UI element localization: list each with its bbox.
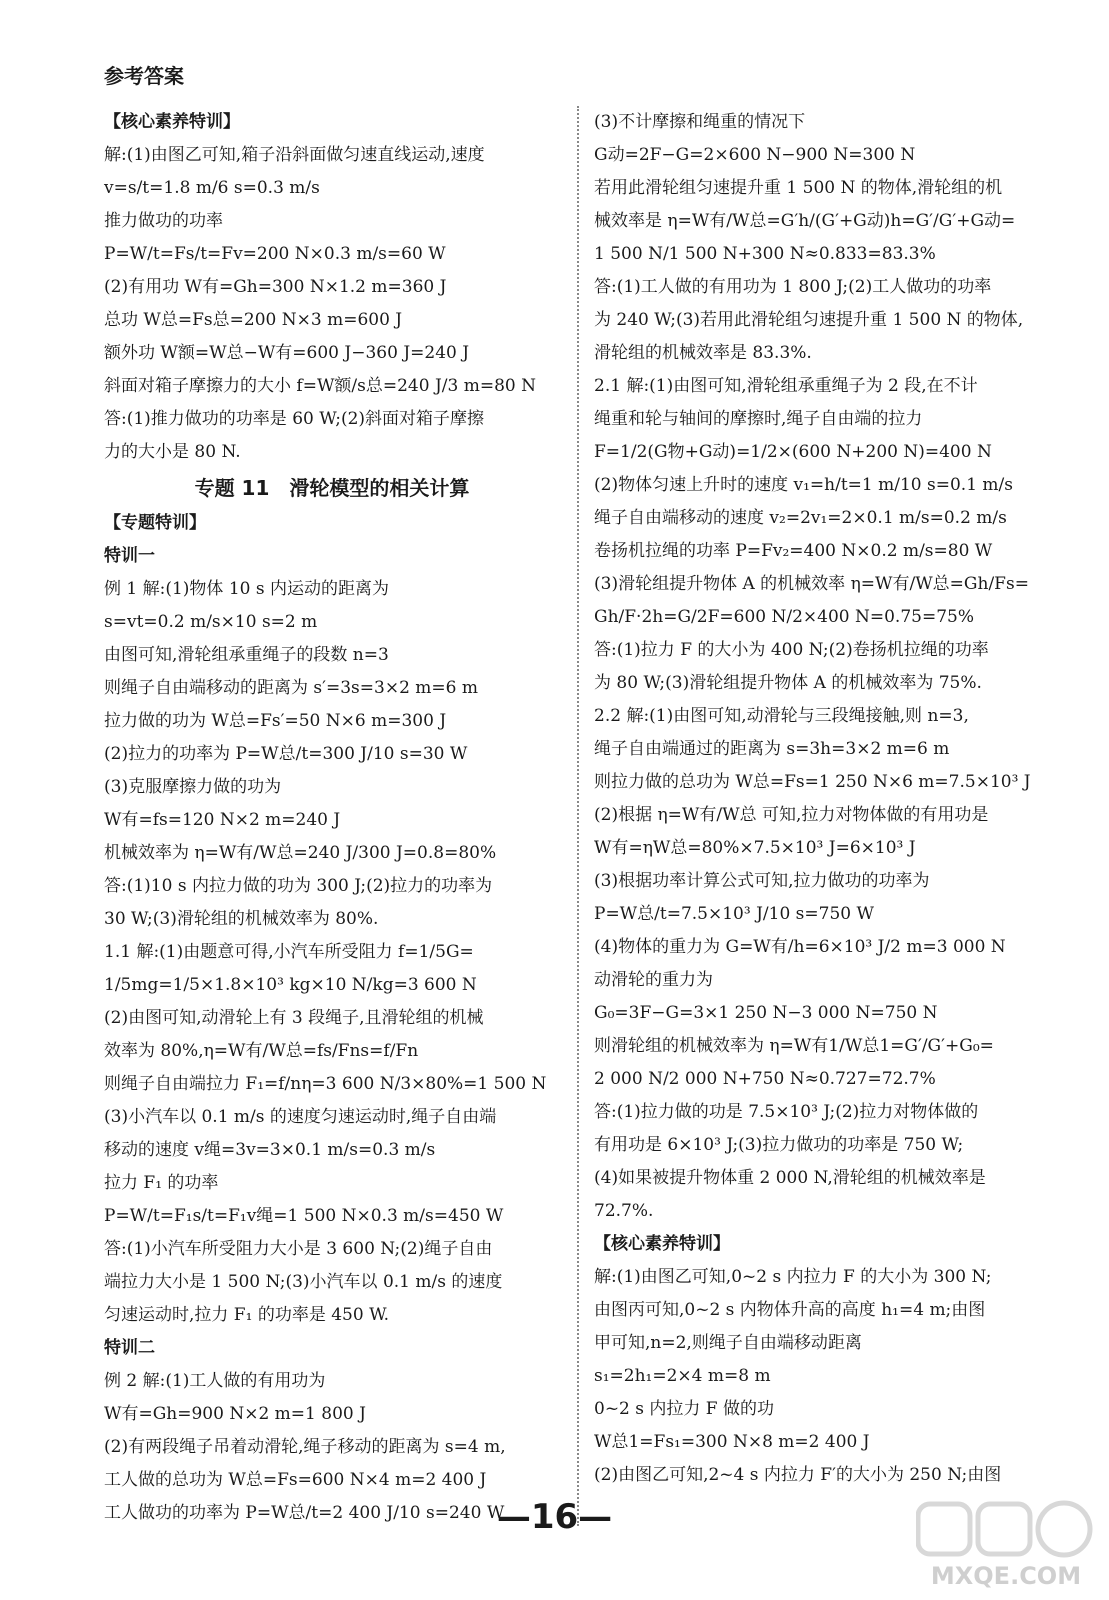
left-line: 拉力 F₁ 的功率 [104,1173,219,1193]
left-column [104,106,560,1530]
watermark-url: MXQE.COM [930,1562,1082,1590]
right-line: 72.7%. [594,1201,654,1221]
right-line: (2)根据 η=W有/W总 可知,拉力对物体做的有用功是 [594,805,989,825]
left-line: 斜面对箱子摩擦力的大小 f=W额/s总=240 J/3 m=80 N [104,376,536,396]
right-line: (3)根据功率计算公式可知,拉力做功的功率为 [594,871,930,891]
right-line: G₀=3F−G=3×1 250 N−3 000 N=750 N [594,1003,938,1023]
right-line: 为 80 W;(3)滑轮组提升物体 A 的机械效率为 75%. [594,673,982,693]
right-line: (3)不计摩擦和绳重的情况下 [594,112,806,132]
right-line: W总1=Fs₁=300 N×8 m=2 400 J [594,1432,870,1452]
left-line: 解:(1)由图乙可知,箱子沿斜面做匀速直线运动,速度 [104,145,485,165]
column-divider [577,106,579,1526]
right-line: (2)物体匀速上升时的速度 v₁=h/t=1 m/10 s=0.1 m/s [594,475,1013,495]
left-line: 由图可知,滑轮组承重绳子的段数 n=3 [104,645,389,665]
left-line: (2)由图可知,动滑轮上有 3 段绳子,且滑轮组的机械 [104,1008,484,1028]
left-line: 端拉力大小是 1 500 N;(3)小汽车以 0.1 m/s 的速度 [104,1272,503,1292]
right-line: G动=2F−G=2×600 N−900 N=300 N [594,145,916,165]
right-line: 【核心素养特训】 [594,1234,730,1254]
left-line: 移动的速度 v绳=3v=3×0.1 m/s=0.3 m/s [104,1140,436,1160]
right-line: 则拉力做的总功为 W总=Fs=1 250 N×6 m=7.5×10³ J [594,772,1031,792]
left-line: 工人做的总功为 W总=Fs=600 N×4 m=2 400 J [104,1470,487,1490]
left-line: s=vt=0.2 m/s×10 s=2 m [104,612,318,632]
left-line: 30 W;(3)滑轮组的机械效率为 80%. [104,909,379,929]
left-line: (2)拉力的功率为 P=W总/t=300 J/10 s=30 W [104,744,468,764]
right-line: 绳子自由端通过的距离为 s=3h=3×2 m=6 m [594,739,950,759]
right-line: (4)物体的重力为 G=W有/h=6×10³ J/2 m=3 000 N [594,937,1006,957]
right-line: 解:(1)由图乙可知,0~2 s 内拉力 F 的大小为 300 N; [594,1267,992,1287]
left-line: 则绳子自由端移动的距离为 s′=3s=3×2 m=6 m [104,678,478,698]
page-header: 参考答案 [104,64,184,88]
left-line: 【专题特训】 [104,513,206,533]
left-line: 推力做功的功率 [104,211,223,231]
left-line: (2)有两段绳子吊着动滑轮,绳子移动的距离为 s=4 m, [104,1437,506,1457]
left-line: 1/5mg=1/5×1.8×10³ kg×10 N/kg=3 600 N [104,975,477,995]
right-line: 滑轮组的机械效率是 83.3%. [594,343,812,363]
right-line: 0~2 s 内拉力 F 做的功 [594,1399,775,1419]
right-line: 绳子自由端移动的速度 v₂=2v₁=2×0.1 m/s=0.2 m/s [594,508,1007,528]
left-line: P=W/t=Fs/t=Fv=200 N×0.3 m/s=60 W [104,244,446,264]
left-line: (2)有用功 W有=Gh=300 N×1.2 m=360 J [104,277,447,297]
right-line: 答:(1)工人做的有用功为 1 800 J;(2)工人做功的功率 [594,277,992,297]
left-line: W有=fs=120 N×2 m=240 J [104,810,341,830]
right-line: Gh/F·2h=G/2F=600 N/2×400 N=0.75=75% [594,607,974,627]
right-line: 动滑轮的重力为 [594,970,713,990]
right-line: 若用此滑轮组匀速提升重 1 500 N 的物体,滑轮组的机 [594,178,1003,198]
left-line: 答:(1)10 s 内拉力做的功为 300 J;(2)拉力的功率为 [104,876,493,896]
right-line: 2 000 N/2 000 N+750 N≈0.727=72.7% [594,1069,936,1089]
left-line: P=W/t=F₁s/t=F₁v绳=1 500 N×0.3 m/s=450 W [104,1206,504,1226]
left-line: W有=Gh=900 N×2 m=1 800 J [104,1404,366,1424]
right-line: P=W总/t=7.5×10³ J/10 s=750 W [594,904,874,924]
watermark-logo [916,1500,1096,1590]
right-line: (2)由图乙可知,2~4 s 内拉力 F′的大小为 250 N;由图 [594,1465,1002,1485]
left-line: (3)克服摩擦力做的功为 [104,777,282,797]
page-number: —16— [496,1497,613,1537]
left-line: 特训二 [104,1338,155,1358]
right-line: s₁=2h₁=2×4 m=8 m [594,1366,771,1386]
right-line: (4)如果被提升物体重 2 000 N,滑轮组的机械效率是 [594,1168,986,1188]
left-line: 专题 11 滑轮模型的相关计算 [194,476,470,500]
left-line: 特训一 [104,546,155,566]
left-line: 匀速运动时,拉力 F₁ 的功率是 450 W. [104,1305,389,1325]
right-line: 械效率是 η=W有/W总=G′h/(G′+G动)h=G′/G′+G动= [594,211,1016,231]
right-line: 则滑轮组的机械效率为 η=W有1/W总1=G′/G′+G₀= [594,1036,994,1056]
right-line: 由图丙可知,0~2 s 内物体升高的高度 h₁=4 m;由图 [594,1300,986,1320]
left-line: 则绳子自由端拉力 F₁=f/nη=3 600 N/3×80%=1 500 N [104,1074,547,1094]
right-line: 答:(1)拉力做的功是 7.5×10³ J;(2)拉力对物体做的 [594,1102,979,1122]
right-line: 1 500 N/1 500 N+300 N≈0.833=83.3% [594,244,936,264]
right-line: 绳重和轮与轴间的摩擦时,绳子自由端的拉力 [594,409,923,429]
right-line: W有=ηW总=80%×7.5×10³ J=6×10³ J [594,838,916,858]
left-line: 答:(1)推力做功的功率是 60 W;(2)斜面对箱子摩擦 [104,409,485,429]
left-line: 1.1 解:(1)由题意可得,小汽车所受阻力 f=1/5G= [104,942,474,962]
right-column [594,106,1050,1492]
left-line: v=s/t=1.8 m/6 s=0.3 m/s [104,178,320,198]
right-line: 甲可知,n=2,则绳子自由端移动距离 [594,1333,862,1353]
right-line: 2.1 解:(1)由图可知,滑轮组承重绳子为 2 段,在不计 [594,376,978,396]
right-line: 卷扬机拉绳的功率 P=Fv₂=400 N×0.2 m/s=80 W [594,541,993,561]
right-line: 答:(1)拉力 F 的大小为 400 N;(2)卷扬机拉绳的功率 [594,640,989,660]
left-line: (3)小汽车以 0.1 m/s 的速度匀速运动时,绳子自由端 [104,1107,497,1127]
left-line: 答:(1)小汽车所受阻力大小是 3 600 N;(2)绳子自由 [104,1239,493,1259]
right-line: F=1/2(G物+G动)=1/2×(600 N+200 N)=400 N [594,442,992,462]
left-line: 额外功 W额=W总−W有=600 J−360 J=240 J [104,343,470,363]
left-line: 力的大小是 80 N. [104,442,241,462]
left-line: 工人做功的功率为 P=W总/t=2 400 J/10 s=240 W [104,1503,505,1523]
left-line: 例 2 解:(1)工人做的有用功为 [104,1371,326,1391]
right-line: 有用功是 6×10³ J;(3)拉力做功的功率是 750 W; [594,1135,964,1155]
left-line: 机械效率为 η=W有/W总=240 J/300 J=0.8=80% [104,843,497,863]
left-line: 例 1 解:(1)物体 10 s 内运动的距离为 [104,579,389,599]
right-line: 为 240 W;(3)若用此滑轮组匀速提升重 1 500 N 的物体, [594,310,1024,330]
left-line: 效率为 80%,η=W有/W总=fs/Fns=f/Fn [104,1041,419,1061]
left-line: 【核心素养特训】 [104,112,240,132]
right-line: 2.2 解:(1)由图可知,动滑轮与三段绳接触,则 n=3, [594,706,969,726]
right-line: (3)滑轮组提升物体 A 的机械效率 η=W有/W总=Gh/Fs= [594,574,1029,594]
left-line: 拉力做的功为 W总=Fs′=50 N×6 m=300 J [104,711,447,731]
left-line: 总功 W总=Fs总=200 N×3 m=600 J [104,310,403,330]
